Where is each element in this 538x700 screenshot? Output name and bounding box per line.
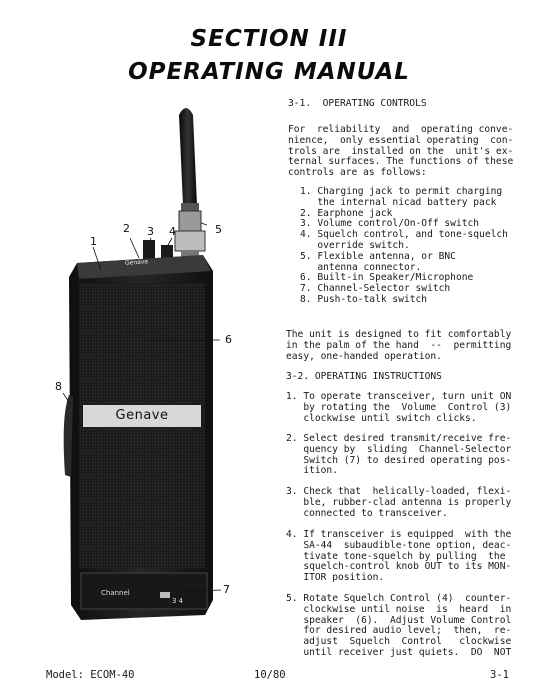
- antenna: [179, 108, 197, 205]
- callout-6: 6: [225, 333, 232, 346]
- step-line: adjust Squelch Control clockwise: [286, 636, 512, 648]
- step-line: until receiver just quiets. DO NOT: [286, 646, 512, 658]
- intro-line: For reliability and operating conve-: [288, 124, 514, 135]
- brand-name: Genave: [115, 408, 169, 423]
- step-line: 2. Select desired transmit/receive fre-: [286, 433, 512, 444]
- list-item: the internal nicad battery pack: [300, 196, 497, 208]
- callout-8: 8: [55, 380, 62, 393]
- step-line: squelch-control knob OUT to its MON-: [286, 561, 512, 573]
- callout-5: 5: [215, 223, 222, 236]
- step-line: by rotating the Volume Control (3): [286, 401, 512, 413]
- intro-paragraph: [288, 125, 513, 179]
- channel-numbers: 3 4: [172, 597, 184, 605]
- step-line: for desired audio level; then, re-: [286, 625, 512, 637]
- step-line: connected to transceiver.: [286, 507, 448, 519]
- step-line: ITOR position.: [286, 572, 385, 584]
- step-line: clockwise until noise is heard in: [286, 603, 512, 615]
- step-line: SA-44 subaudible-tone option, deac-: [286, 539, 512, 551]
- list-item: 4. Squelch control, and tone-squelch: [300, 229, 508, 241]
- callout-2: 2: [123, 222, 130, 235]
- step-1: [286, 392, 511, 424]
- step-4: [286, 530, 511, 584]
- step-line: speaker (6). Adjust Volume Control: [286, 614, 512, 626]
- step-line: 4. If transceiver is equipped with the: [286, 529, 512, 540]
- heading-3-1: 3-1. OPERATING CONTROLS: [288, 98, 427, 109]
- closing-paragraph: [286, 330, 511, 362]
- manual-title: OPERATING MANUAL: [128, 59, 410, 85]
- footer-model: Model: ECOM-40: [46, 669, 135, 681]
- step-line: clockwise until switch clicks.: [286, 412, 477, 424]
- list-item: 5. Flexible antenna, or BNC: [300, 250, 456, 262]
- list-item: 2. Earphone jack: [300, 207, 393, 219]
- list-item: 8. Push-to-talk switch: [300, 293, 428, 305]
- list-item: antenna connector.: [300, 261, 422, 273]
- channel-switch: [160, 592, 170, 598]
- heading-3-2: 3-2. OPERATING INSTRUCTIONS: [286, 371, 442, 382]
- bnc-connector: [179, 211, 201, 231]
- step-line: Switch (7) to desired operating pos-: [286, 454, 512, 466]
- step-line: ble, rubber-clad antenna is properly: [286, 496, 512, 508]
- controls-list: [300, 187, 508, 306]
- callout-3: 3: [147, 225, 154, 238]
- list-item: 1. Charging jack to permit charging: [300, 186, 503, 197]
- callout-4: 4: [169, 225, 176, 238]
- channel-label: Channel: [101, 589, 130, 597]
- list-item: override switch.: [300, 239, 410, 251]
- list-item: 6. Built-in Speaker/Microphone: [300, 272, 474, 284]
- intro-line: nience, only essential operating con-: [288, 134, 514, 146]
- footer-page-number: 3-1: [490, 669, 509, 681]
- intro-line: trols are installed on the unit's ex-: [288, 145, 514, 157]
- step-line: quency by sliding Channel-Selector: [286, 443, 512, 455]
- closing-line: The unit is designed to fit comfortably: [286, 329, 512, 340]
- step-5: [286, 594, 511, 659]
- step-line: 5. Rotate Squelch Control (4) counter-: [286, 593, 512, 604]
- closing-line: easy, one-handed operation.: [286, 350, 442, 362]
- closing-line: in the palm of the hand -- permitting: [286, 339, 512, 351]
- list-item: 7. Channel-Selector switch: [300, 283, 451, 295]
- top-brand-label: Genave: [124, 258, 149, 267]
- step-line: tivate tone-squelch by pulling the: [286, 550, 506, 562]
- step-line: 3. Check that helically-loaded, flexi-: [286, 486, 512, 497]
- section-title: SECTION III: [190, 26, 348, 52]
- list-item: 3. Volume control/On-Off switch: [300, 218, 480, 230]
- step-2: [286, 434, 511, 477]
- intro-line: controls are as follows:: [288, 167, 427, 179]
- step-3: [286, 487, 511, 519]
- callout-7: 7: [223, 583, 230, 596]
- step-line: 1. To operate transceiver, turn unit ON: [286, 391, 512, 402]
- callout-1: 1: [90, 235, 97, 248]
- intro-line: ternal surfaces. The functions of these: [288, 156, 514, 168]
- step-line: ition.: [286, 465, 338, 477]
- transceiver-illustration: [55, 95, 270, 625]
- transceiver-photo: [55, 95, 270, 625]
- footer-date: 10/80: [254, 669, 286, 681]
